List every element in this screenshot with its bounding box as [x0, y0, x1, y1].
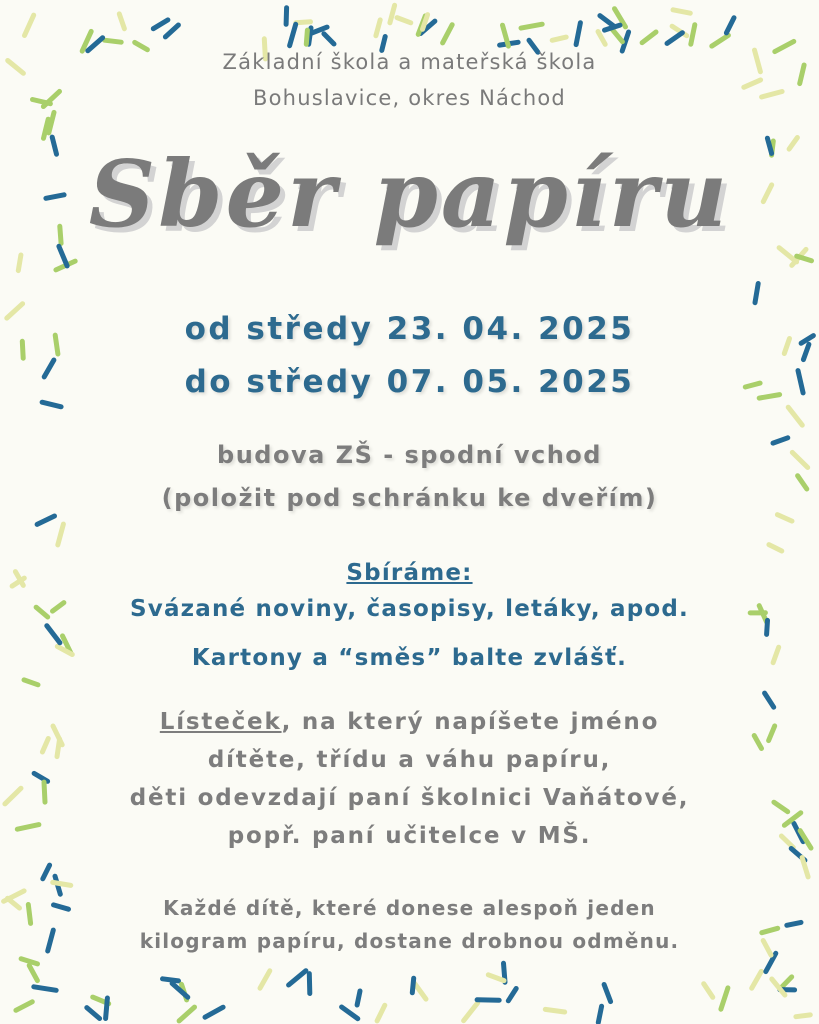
poster-title: Sběr papíru: [88, 140, 731, 248]
confetti-dash: [779, 248, 797, 262]
note-keyword: Lísteček: [159, 709, 282, 735]
confetti-dash: [769, 545, 782, 551]
confetti-dash: [87, 1008, 100, 1019]
confetti-dash: [42, 402, 61, 407]
date-from: od středy 23. 04. 2025: [184, 311, 635, 347]
confetti-dash: [29, 965, 37, 980]
confetti-dash: [612, 28, 623, 41]
confetti-dash: [260, 971, 270, 988]
confetti-dash: [289, 971, 306, 985]
confetti-dash: [576, 23, 580, 45]
confetti-dash: [545, 1009, 564, 1012]
confetti-dash: [324, 34, 334, 44]
confetti-dash: [712, 35, 729, 46]
collect-heading: Sbíráme:: [346, 560, 473, 586]
confetti-dash: [179, 1007, 194, 1021]
confetti-dash: [377, 1005, 385, 1021]
confetti-dash: [16, 1002, 32, 1011]
confetti-dash: [24, 680, 38, 685]
confetti-dash: [21, 959, 37, 964]
reward-line1: Každé dítě, které donese alespoň jeden: [163, 896, 656, 920]
school-name-line2: Bohuslavice, okres Náchod: [253, 86, 566, 110]
confetti-dash: [767, 620, 768, 634]
confetti-dash: [59, 246, 67, 266]
confetti-dash: [521, 24, 542, 28]
confetti-dash: [376, 20, 380, 36]
confetti-dash: [306, 30, 307, 44]
confetti-dash: [412, 978, 413, 993]
confetti-dash: [796, 1015, 810, 1017]
confetti-dash: [604, 985, 611, 1002]
confetti-dash: [605, 25, 621, 30]
confetti-dash: [673, 10, 690, 13]
confetti-dash: [106, 998, 108, 1019]
note-line2: dítěte, třídu a váhu papíru,: [207, 747, 612, 773]
confetti-dash: [53, 882, 71, 885]
collect-items: Svázané noviny, časopisy, letáky, apod.: [129, 596, 689, 622]
confetti-dash: [47, 626, 60, 643]
confetti-dash: [598, 32, 605, 45]
confetti-dash: [43, 865, 50, 879]
confetti-dash: [777, 515, 792, 522]
confetti-dash: [205, 1007, 223, 1017]
confetti-dash: [726, 18, 734, 33]
confetti-dash: [552, 37, 566, 40]
confetti-dash: [642, 32, 656, 43]
confetti-dash: [105, 40, 122, 42]
confetti-dash: [414, 983, 426, 999]
confetti-dash: [153, 20, 168, 29]
note-line1-rest: , na který napíšete jméno: [281, 709, 660, 735]
confetti-dash: [765, 693, 774, 707]
confetti-dash: [508, 989, 516, 1001]
confetti-dash: [37, 516, 54, 524]
confetti-dash: [357, 991, 360, 1005]
confetti-dash: [165, 25, 178, 37]
confetti-dash: [296, 22, 311, 23]
place-line2: (položit pod schránku ke dveřím): [161, 484, 658, 512]
note-line4: popř. paní učitelce v MŠ.: [227, 823, 592, 849]
confetti-dash: [667, 33, 682, 44]
confetti-dash: [488, 975, 504, 981]
confetti-dash: [691, 25, 695, 45]
confetti-dash: [290, 24, 296, 45]
confetti-dash: [397, 18, 411, 23]
confetti-dash: [34, 773, 48, 781]
confetti-dash: [721, 988, 728, 1009]
confetti-dash: [390, 5, 395, 23]
confetti-dash: [788, 407, 802, 425]
confetti-dash: [752, 971, 762, 988]
confetti-dash: [781, 977, 792, 988]
confetti-dash: [382, 37, 385, 51]
place-line1: budova ZŠ - spodní vchod: [217, 441, 602, 469]
confetti-dash: [163, 979, 179, 981]
confetti-dash: [755, 284, 758, 303]
confetti-dash: [598, 1006, 601, 1022]
confetti-dash: [787, 922, 801, 925]
confetti-dash: [18, 255, 21, 271]
confetti-dash: [135, 42, 148, 49]
confetti-dash: [25, 15, 34, 35]
note-line1: [0, 709, 819, 735]
reward-line2: kilogram papíru, dostane drobnou odměnu.: [139, 929, 680, 953]
confetti-dash: [49, 112, 54, 132]
confetti-dash: [58, 524, 64, 545]
note-line3: děti odevzdají paní školnici Vaňátové,: [129, 785, 690, 811]
confetti-dash: [342, 1007, 358, 1019]
confetti-dash: [119, 14, 124, 29]
confetti-dash: [464, 1003, 478, 1021]
confetti-dash: [34, 987, 56, 991]
confetti-dash: [443, 25, 453, 43]
date-to: do středy 07. 05. 2025: [184, 364, 635, 400]
confetti-dash: [309, 974, 310, 994]
confetti-dash: [286, 8, 287, 25]
confetti-dash: [704, 984, 713, 998]
school-name-line1: Základní škola a mateřská škola: [222, 50, 597, 74]
collect-separate: Kartony a “směs” balte zvlášť.: [191, 645, 628, 671]
